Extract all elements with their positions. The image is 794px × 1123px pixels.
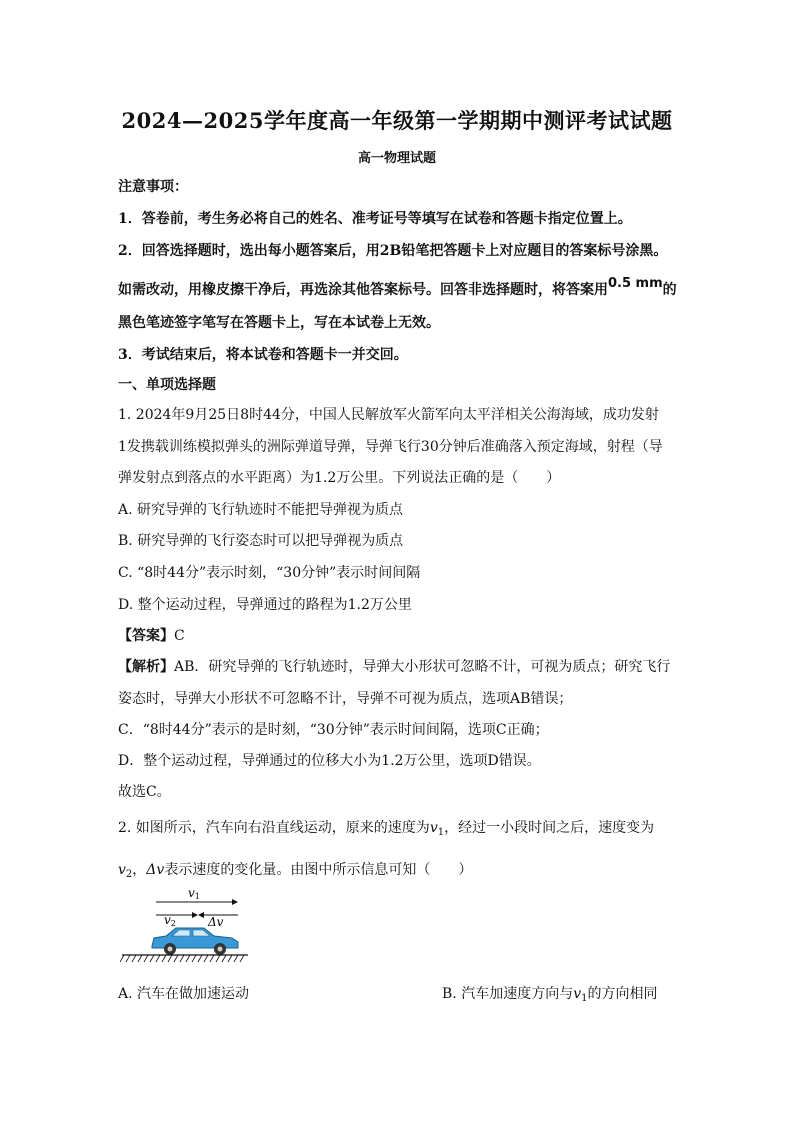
car-icon — [152, 928, 238, 955]
ground-hatching — [120, 955, 244, 962]
q1-option-c: C. “8时44分”表示时刻，“30分钟”表示时间间隔 — [118, 565, 421, 581]
notice-item-2-cont: 如需改动，用橡皮擦干净后，再选涂其他答案标号。回答非选择题时，将答案用0.5 mm的 — [118, 276, 677, 298]
q1-stem-line-3: 弹发射点到落点的水平距离）为1.2万公里。下列说法正确的是（ ） — [118, 470, 561, 486]
q1-conclusion: 故选C。 — [118, 784, 171, 800]
section-heading: 一、单项选择题 — [118, 377, 216, 393]
notice-item-3: 3．考试结束后，将本试卷和答题卡一并交回。 — [118, 347, 408, 363]
q1-option-d: D. 整个运动过程，导弹通过的路程为1.2万公里 — [118, 597, 412, 613]
q1-option-b: B. 研究导弹的飞行姿态时可以把导弹视为质点 — [118, 533, 404, 549]
q1-option-a: A. 研究导弹的飞行轨迹时不能把导弹视为质点 — [118, 502, 404, 518]
page-title: 2024—2025学年度高一年级第一学期期中测评考试试题 — [121, 108, 673, 133]
q2-option-a: A. 汽车在做加速运动 — [118, 986, 250, 1002]
v1-arrowhead — [232, 899, 238, 905]
q1-answer: 【答案】C — [118, 628, 185, 644]
q2-stem-line-2: $v_2$，Δv表示速度的变化量。由图中所示信息可知（ ） — [118, 862, 473, 880]
notice-item-1: 1．答卷前，考生务必将自己的姓名、准考证号等填写在试卷和答题卡指定位置上。 — [118, 211, 632, 227]
q1-stem-line-2: 1发携载训练模拟弹头的洲际弹道导弹，导弹飞行30分钟后准确落入预定海域，射程（导 — [118, 439, 663, 455]
diagram-label-v1: v1 — [188, 886, 200, 901]
notice-item-2: 2．回答选择题时，选出每小题答案后，用2B铅笔把答题卡上对应题目的答案标号涂黑。 — [118, 243, 668, 259]
unit-mm: 0.5 mm — [608, 276, 663, 291]
v2-arrowhead — [192, 912, 198, 918]
q1-stem-line-1: 1. 2024年9月25日8时44分，中国人民解放军火箭军向太平洋相关公海海域，成功发射 — [118, 407, 659, 423]
q1-analysis-line-1: 【解析】AB．研究导弹的飞行轨迹时，导弹大小形状可忽略不计，可视为质点；研究飞行 — [118, 659, 671, 675]
notice-item-2-end: 黑色笔迹签字笔写在答题卡上，写在本试卷上无效。 — [118, 315, 440, 331]
q2-option-b: B. 汽车加速度方向与$v_1$的方向相同 — [442, 986, 658, 1004]
car-velocity-diagram — [120, 882, 250, 972]
q1-analysis-line-2: 姿态时，导弹大小形状不可忽略不计，导弹不可视为质点，选项AB错误； — [118, 691, 573, 707]
diagram-label-v2: v2 — [164, 913, 176, 928]
delta-v-arrowhead — [198, 912, 204, 918]
diagram-label-dv: Δv — [208, 915, 224, 929]
q1-analysis-line-3: C．“8时44分”表示的是时刻，“30分钟”表示时间间隔，选项C正确； — [118, 722, 549, 738]
q2-stem-line-1: 2. 如图所示，汽车向右沿直线运动，原来的速度为$v_1$，经过一小段时间之后，速度变为 — [118, 820, 655, 838]
page-subtitle: 高一物理试题 — [357, 151, 436, 166]
notice-heading: 注意事项： — [118, 179, 188, 195]
q1-analysis-line-4: D．整个运动过程，导弹通过的位移大小为1.2万公里，选项D错误。 — [118, 753, 541, 769]
